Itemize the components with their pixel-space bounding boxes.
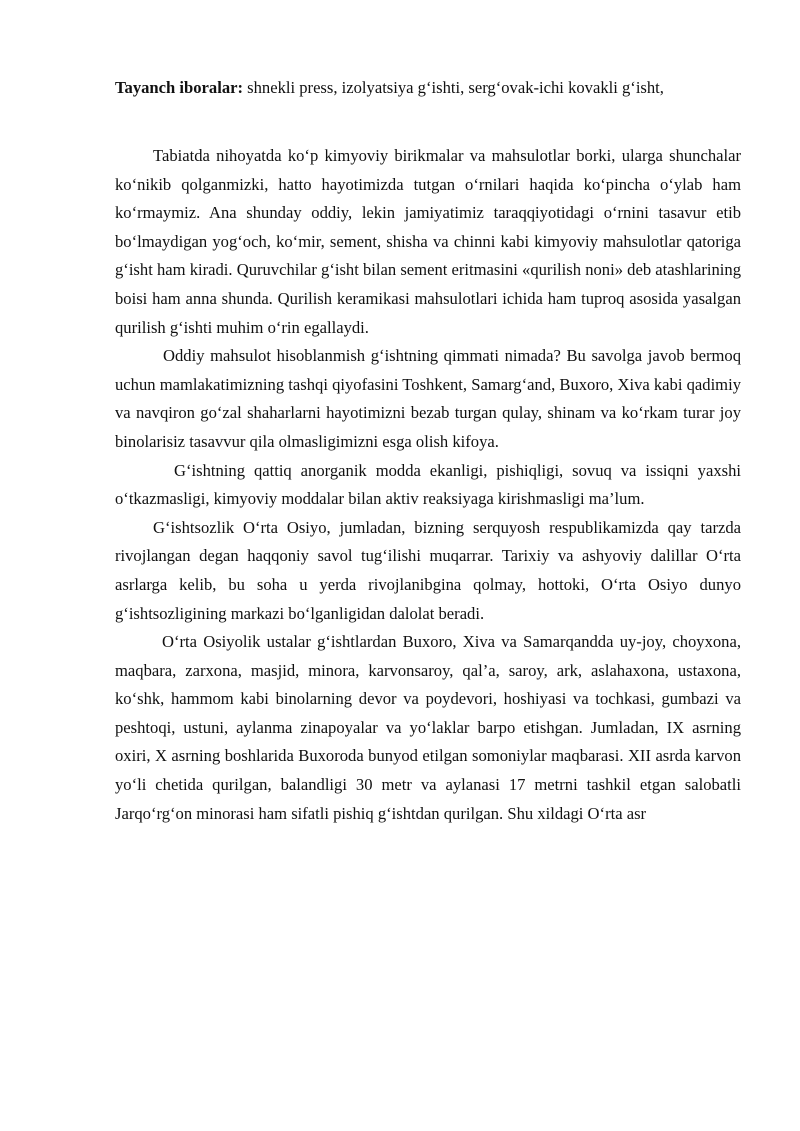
keywords-line bbox=[115, 78, 755, 98]
paragraph-4: G‘ishtsozlik O‘rta Osiyo, jumladan, bizning serquyosh respublikamizda qay tarzda rivojlangan degan haqqoniy savol tug‘ilishi muqarrar. Tarixiy va ashyoviy dalillar O‘rta asrlarga kelib, bu soha u yerda rivojlanibgina qolmay, hottoki, O‘rta Osiyo dunyo g‘ishtsozligining markazi bo‘lganligidan dalolat beradi. bbox=[115, 517, 741, 623]
keywords-text: shnekli press, izolyatsiya g‘ishti, serg‘ovak-ichi kovakli g‘isht, bbox=[243, 78, 664, 97]
keywords-label: Tayanch iboralar: bbox=[115, 78, 244, 97]
paragraph-5: O‘rta Osiyolik ustalar g‘ishtlardan Buxoro, Xiva va Samarqandda uy-joy, choyxona, maqbara, zarxona, masjid, minora, karvonsaroy, qal’a, saroy, ark, aslahaxona, ustaxona, ko‘shk, hammom kabi binolarning devor va poydevori, hoshiyasi va tochkasi, gumbazi va peshtoqi, ustuni, aylanma zinapoyalar va yo‘laklar barpo etishgan. Jumladan, IX asrning oxiri, X asrning boshlarida Buxoroda bunyod etilgan somoniylar maqbarasi. XII asrda karvon yo‘li chetida qurilgan, balandligi 30 metr va aylanasi 17 metrni tashkil etgan salobatli Jarqo‘rg‘on minorasi ham sifatli pishiq g‘ishtdan qurilgan. Shu xildagi O‘rta asr bbox=[115, 632, 741, 823]
paragraph-3: G‘ishtning qattiq anorganik modda ekanligi, pishiqligi, sovuq va issiqni yaxshi o‘tkazmasligi, kimyoviy moddalar bilan aktiv reaksiyaga kirishmasligi ma’lum. bbox=[115, 460, 741, 509]
paragraph-1: Tabiatda nihoyatda ko‘p kimyoviy birikmalar va mahsulotlar borki, ularga shunchalar ko‘nikib qolganmizki, hatto hayotimizda tutgan o‘rnilari haqida ko‘pincha o‘ylab ham ko‘rmaymiz. Ana shunday oddiy, lekin jamiyatimiz taraqqiyotidagi o‘rnini tasavur etib bo‘lmaydigan yog‘och, ko‘mir, sement, shisha va chinni kabi kimyoviy mahsulotlar qatoriga g‘isht ham kiradi. Quruvchilar g‘isht bilan sement eritmasini «qurilish noni» deb atashlarining boisi ham anna shunda. Qurilish keramikasi mahsulotlari ichida ham tuproq asosida yasalgan qurilish g‘ishti muhim o‘rin egallaydi. bbox=[115, 146, 741, 337]
paragraph-2: Oddiy mahsulot hisoblanmish g‘ishtning qimmati nimada? Bu savolga javob bermoq uchun mamlakatimizning tashqi qiyofasini Toshkent, Samarg‘and, Buxoro, Xiva kabi qadimiy va navqiron go‘zal shaharlarni hayotimizni bezab turgan qulay, shinam va ko‘rkam turar joy binolarisiz tasavvur qila olmasligimizni esga olish kifoya. bbox=[115, 346, 741, 451]
body-text bbox=[115, 142, 741, 828]
